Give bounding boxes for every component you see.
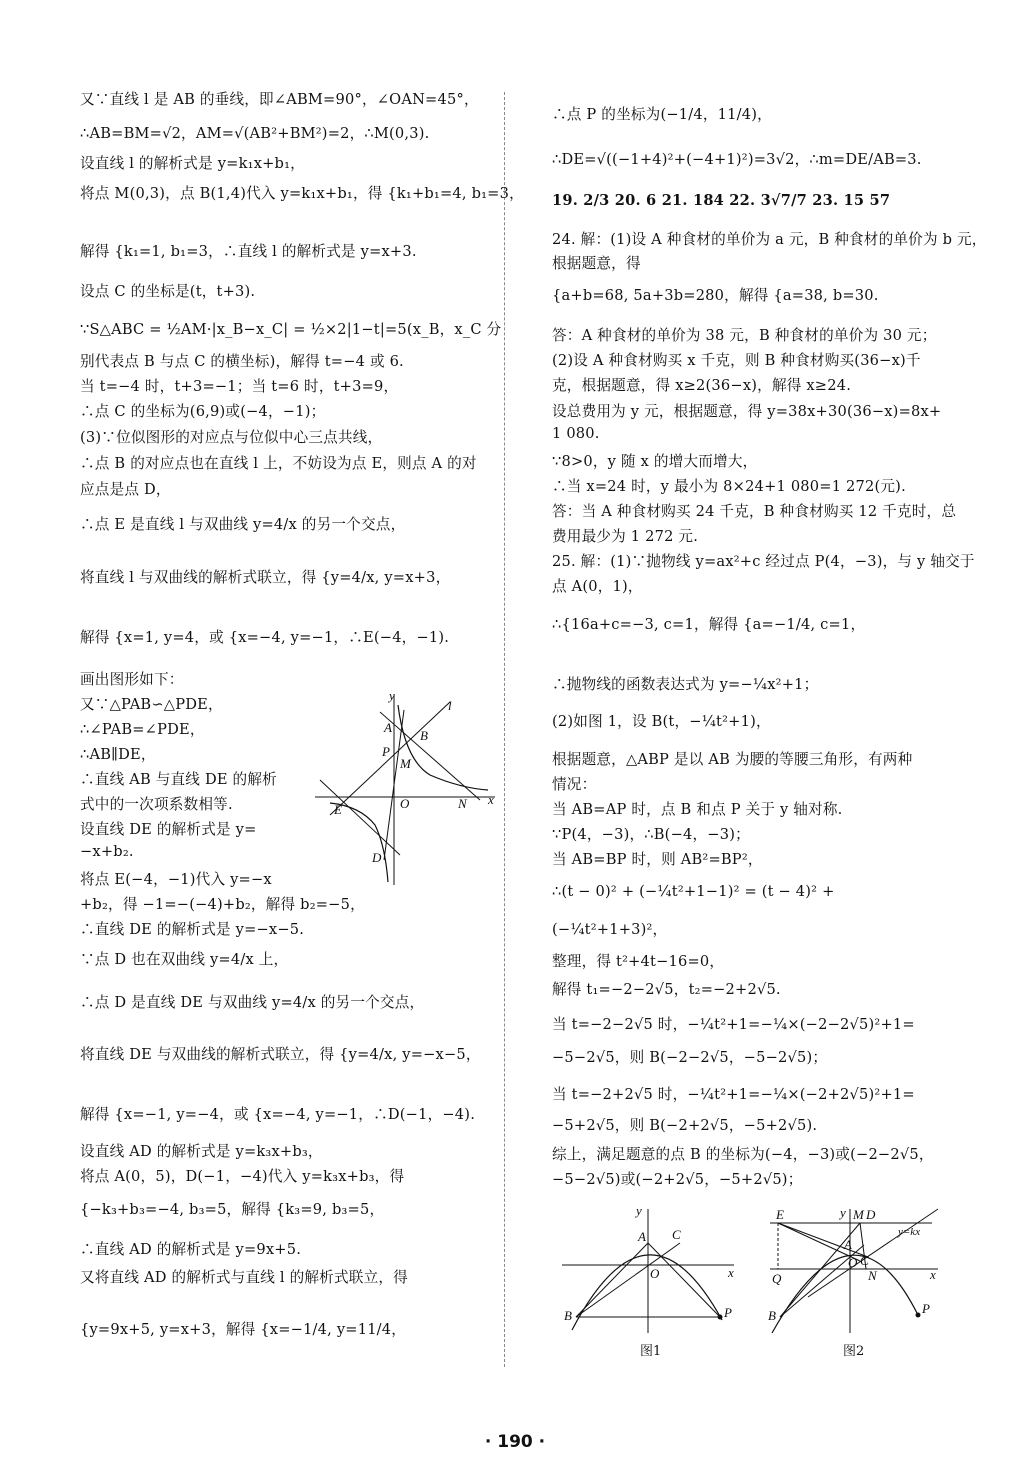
text-line: ∴点 E 是直线 l 与双曲线 y=4/x 的另一个交点， <box>80 516 406 533</box>
label: E <box>334 802 342 817</box>
text-line: 根据题意，△ABP 是以 AB 为腰的等腰三角形，有两种 <box>552 751 913 768</box>
label: l <box>448 698 452 713</box>
label: A <box>638 1229 646 1244</box>
label: x <box>488 792 494 807</box>
text-line: ∴抛物线的函数表达式为 y=−¼x²+1； <box>552 676 819 693</box>
label: C <box>860 1253 869 1268</box>
text-line: 解得 {k₁=1, b₁=3，∴直线 l 的解析式是 y=x+3. <box>80 243 417 260</box>
text-line: 答：A 种食材的单价为 38 元，B 种食材的单价为 30 元； <box>552 327 937 344</box>
label: E <box>776 1207 784 1222</box>
text-line: ∴点 C 的坐标为(6,9)或(−4，−1)； <box>80 403 326 420</box>
column-divider <box>504 92 505 1367</box>
label: y <box>389 690 395 703</box>
line-ab <box>380 712 480 800</box>
geometry-figure-left <box>310 690 500 890</box>
text-line: ∴∠PAB=∠PDE， <box>80 721 205 738</box>
text-line: 当 t=−2−2√5 时，−¼t²+1=−¼×(−2−2√5)²+1= <box>552 1016 915 1033</box>
label: y=kx <box>898 1226 921 1238</box>
text-line: ∴直线 AB 与直线 DE 的解析 <box>80 771 277 788</box>
text-line: ∴DE=√((−1+4)²+(−4+1)²)=3√2，∴m=DE/AB=3. <box>552 151 922 168</box>
text-line: ∴直线 AD 的解析式是 y=9x+5. <box>80 1241 302 1258</box>
answer-line: 19. 2/3 20. 6 21. 184 22. 3√7/7 23. 15 57 <box>552 192 891 209</box>
label: N <box>868 1268 877 1283</box>
label: C <box>672 1227 681 1242</box>
text-line: 当 AB=BP 时，则 AB²=BP²， <box>552 851 763 868</box>
figure-2-caption: 图2 <box>843 1344 865 1359</box>
text-line: 解得 {x=1, y=4，或 {x=−4, y=−1，∴E(−4，−1). <box>80 629 450 646</box>
text-line: ∵8>0，y 随 x 的增大而增大， <box>552 453 758 470</box>
text-line: (3)∵位似图形的对应点与位似中心三点共线， <box>80 429 383 446</box>
text-line: 25. 解：(1)∵抛物线 y=ax²+c 经过点 P(4，−3)，与 y 轴交于 <box>552 553 975 570</box>
page-number: · 190 · <box>484 1432 546 1452</box>
label: A <box>844 1237 852 1252</box>
text-line: 又∵直线 l 是 AB 的垂线，即∠ABM=90°，∠OAN=45°， <box>80 91 479 108</box>
text-line: 设直线 DE 的解析式是 y= <box>80 821 257 838</box>
text-line: 设总费用为 y 元，根据题意，得 y=38x+30(36−x)=8x+ <box>552 403 942 420</box>
label: M <box>400 756 411 771</box>
point-p <box>718 1315 723 1320</box>
text-line: {−k₃+b₃=−4, b₃=5，解得 {k₃=9, b₃=5， <box>80 1201 385 1218</box>
text-line: ∴当 x=24 时，y 最小为 8×24+1 080=1 272(元). <box>552 478 906 495</box>
text-line: {y=9x+5, y=x+3，解得 {x=−1/4, y=11/4， <box>80 1321 407 1338</box>
point-p <box>916 1313 921 1318</box>
text-line: {a+b=68, 5a+3b=280，解得 {a=38, b=30. <box>552 287 879 304</box>
text-line: 当 AB=AP 时，点 B 和点 P 关于 y 轴对称. <box>552 801 843 818</box>
text-line: −5−2√5)或(−2+2√5，−5+2√5)； <box>552 1171 803 1188</box>
label: x <box>930 1267 936 1282</box>
label: x <box>728 1265 734 1280</box>
text-line: 当 t=−4 时，t+3=−1；当 t=6 时，t+3=9， <box>80 378 399 395</box>
label: B <box>564 1308 572 1323</box>
line-y-kx <box>808 1209 938 1297</box>
figure-1-caption: 图1 <box>640 1344 662 1359</box>
text-line: 综上，满足题意的点 B 的坐标为(−4，−3)或(−2−2√5， <box>552 1146 934 1163</box>
text-line: 答：当 A 种食材购买 24 千克，B 种食材购买 12 千克时，总 <box>552 503 957 520</box>
label: Q <box>772 1271 782 1286</box>
text-line: 当 t=−2+2√5 时，−¼t²+1=−¼×(−2+2√5)²+1= <box>552 1086 915 1103</box>
text-line: ∵S△ABC = ½AM·|x_B−x_C| = ½×2|1−t|=5(x_B，x_C 分 <box>80 321 502 338</box>
label: D <box>866 1207 876 1222</box>
text-line: ∴点 P 的坐标为(−1/4，11/4)， <box>552 106 772 123</box>
label: D <box>372 850 382 865</box>
text-line: 设点 C 的坐标是(t，t+3). <box>80 283 256 300</box>
text-line: ∴AB=BM=√2，AM=√(AB²+BM²)=2，∴M(0,3). <box>80 125 430 142</box>
line-l <box>330 702 450 815</box>
text-line: −5−2√5，则 B(−2−2√5，−5−2√5)； <box>552 1049 828 1066</box>
label: O <box>400 796 410 811</box>
label: O <box>848 1255 858 1270</box>
text-line: 克，根据题意，得 x≥2(36−x)，解得 x≥24. <box>552 377 852 394</box>
text-line: 整理，得 t²+4t−16=0， <box>552 953 725 970</box>
text-line: −x+b₂. <box>80 843 134 860</box>
figure-2 <box>768 1205 946 1335</box>
text-line: (2)如图 1，设 B(t，−¼t²+1)， <box>552 713 771 730</box>
text-line: ∴点 D 是直线 DE 与双曲线 y=4/x 的另一个交点， <box>80 994 425 1011</box>
label: P <box>724 1305 732 1320</box>
label: P <box>922 1301 930 1316</box>
text-line: 应点是点 D， <box>80 481 171 498</box>
label: O <box>650 1266 660 1281</box>
figure-1 <box>562 1205 742 1335</box>
text-line: 设直线 AD 的解析式是 y=k₃x+b₃， <box>80 1143 323 1160</box>
text-line: +b₂，得 −1=−(−4)+b₂，解得 b₂=−5， <box>80 896 365 913</box>
text-line: 点 A(0，1)， <box>552 578 643 595</box>
text-line: ∴点 B 的对应点也在直线 l 上，不妨设为点 E，则点 A 的对 <box>80 455 477 472</box>
text-line: 情况： <box>552 776 597 793</box>
label: A <box>384 720 392 735</box>
text-line: ∴(t − 0)² + (−¼t²+1−1)² = (t − 4)² + <box>552 883 835 900</box>
text-line: ∵点 D 也在双曲线 y=4/x 上， <box>80 951 289 968</box>
text-line: 解得 {x=−1, y=−4，或 {x=−4, y=−1，∴D(−1，−4). <box>80 1106 476 1123</box>
text-line: 24. 解：(1)设 A 种食材的单价为 a 元，B 种食材的单价为 b 元， <box>552 231 987 248</box>
label: N <box>458 796 467 811</box>
text-line: 将点 E(−4，−1)代入 y=−x <box>80 871 272 888</box>
text-line: ∴AB∥DE， <box>80 746 156 763</box>
text-line: 又∵△PAB∽△PDE， <box>80 696 223 713</box>
label: y <box>636 1205 642 1218</box>
text-line: 式中的一次项系数相等. <box>80 796 233 813</box>
text-line: 1 080. <box>552 425 600 442</box>
text-line: ∴直线 DE 的解析式是 y=−x−5. <box>80 921 305 938</box>
text-line: 又将直线 AD 的解析式与直线 l 的解析式联立，得 <box>80 1269 408 1286</box>
text-line: 费用最少为 1 272 元. <box>552 528 699 545</box>
segment-ab <box>576 1243 648 1317</box>
hyperbola-branch-1 <box>398 705 488 790</box>
text-line: 根据题意，得 <box>552 255 641 272</box>
text-line: ∴{16a+c=−3, c=1，解得 {a=−1/4, c=1， <box>552 616 866 633</box>
text-line: 将直线 DE 与双曲线的解析式联立，得 {y=4/x, y=−x−5， <box>80 1046 481 1063</box>
text-line: 解得 t₁=−2−2√5，t₂=−2+2√5. <box>552 981 781 998</box>
text-line: 设直线 l 的解析式是 y=k₁x+b₁， <box>80 155 305 172</box>
text-line: 将直线 l 与双曲线的解析式联立，得 {y=4/x, y=x+3， <box>80 569 451 586</box>
label: y <box>840 1205 846 1220</box>
line-de <box>320 780 400 855</box>
text-line: ∵P(4，−3)，∴B(−4，−3)； <box>552 826 750 843</box>
parabola <box>772 1255 918 1333</box>
label: B <box>768 1308 776 1323</box>
label: B <box>420 728 428 743</box>
text-line: (2)设 A 种食材购买 x 千克，则 B 种食材购买(36−x)千 <box>552 352 921 369</box>
page-number-value: 190 <box>497 1432 533 1452</box>
line-bc <box>576 1243 680 1317</box>
label: P <box>382 744 390 759</box>
text-line: 将点 A(0，5)，D(−1，−4)代入 y=k₃x+b₃，得 <box>80 1168 405 1185</box>
text-line: 别代表点 B 与点 C 的横坐标)，解得 t=−4 或 6. <box>80 353 404 370</box>
text-line: 将点 M(0,3)，点 B(1,4)代入 y=k₁x+b₁，得 {k₁+b₁=4, b₁=3， <box>80 185 524 202</box>
label: M <box>853 1207 864 1222</box>
text-line: 画出图形如下： <box>80 671 184 688</box>
text-line: −5+2√5，则 B(−2+2√5，−5+2√5). <box>552 1117 818 1134</box>
text-line: (−¼t²+1+3)²， <box>552 921 668 938</box>
segment <box>778 1223 868 1257</box>
